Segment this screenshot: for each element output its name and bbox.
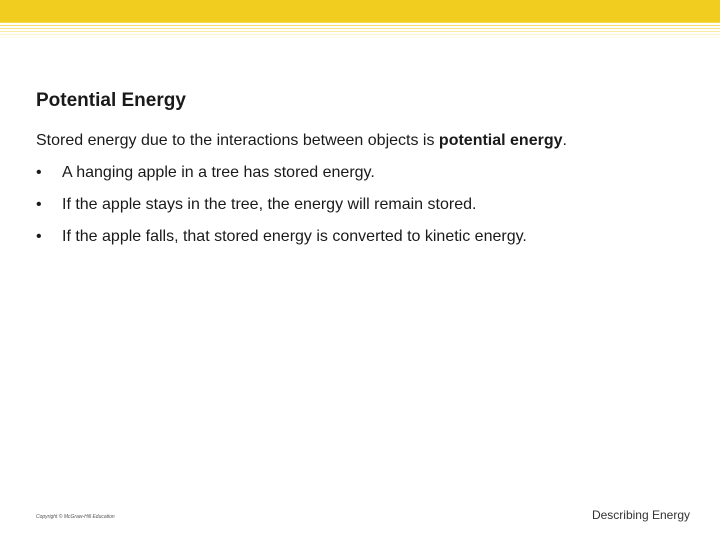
footer-section-title: Describing Energy (591, 508, 690, 522)
bullet-icon: • (36, 196, 42, 213)
slide-title: Potential Energy (36, 90, 186, 111)
intro-prefix: Stored energy due to the interactions between objects is (36, 132, 439, 149)
bullet-text: A hanging apple in a tree has stored energy. (62, 164, 375, 181)
copyright-notice: Copyright © McGraw-Hill Education (36, 514, 115, 520)
header-stripe-pattern (0, 22, 720, 40)
intro-emphasis: potential energy (438, 132, 563, 149)
intro-sentence (36, 132, 567, 150)
bullet-icon: • (36, 228, 42, 245)
bullet-text: If the apple stays in the tree, the energy will remain stored. (62, 196, 477, 213)
intro-suffix: . (562, 132, 567, 149)
bullet-icon: • (36, 164, 42, 181)
bullet-text: If the apple falls, that stored energy is converted to kinetic energy. (62, 228, 527, 245)
header-accent-band (0, 0, 720, 22)
